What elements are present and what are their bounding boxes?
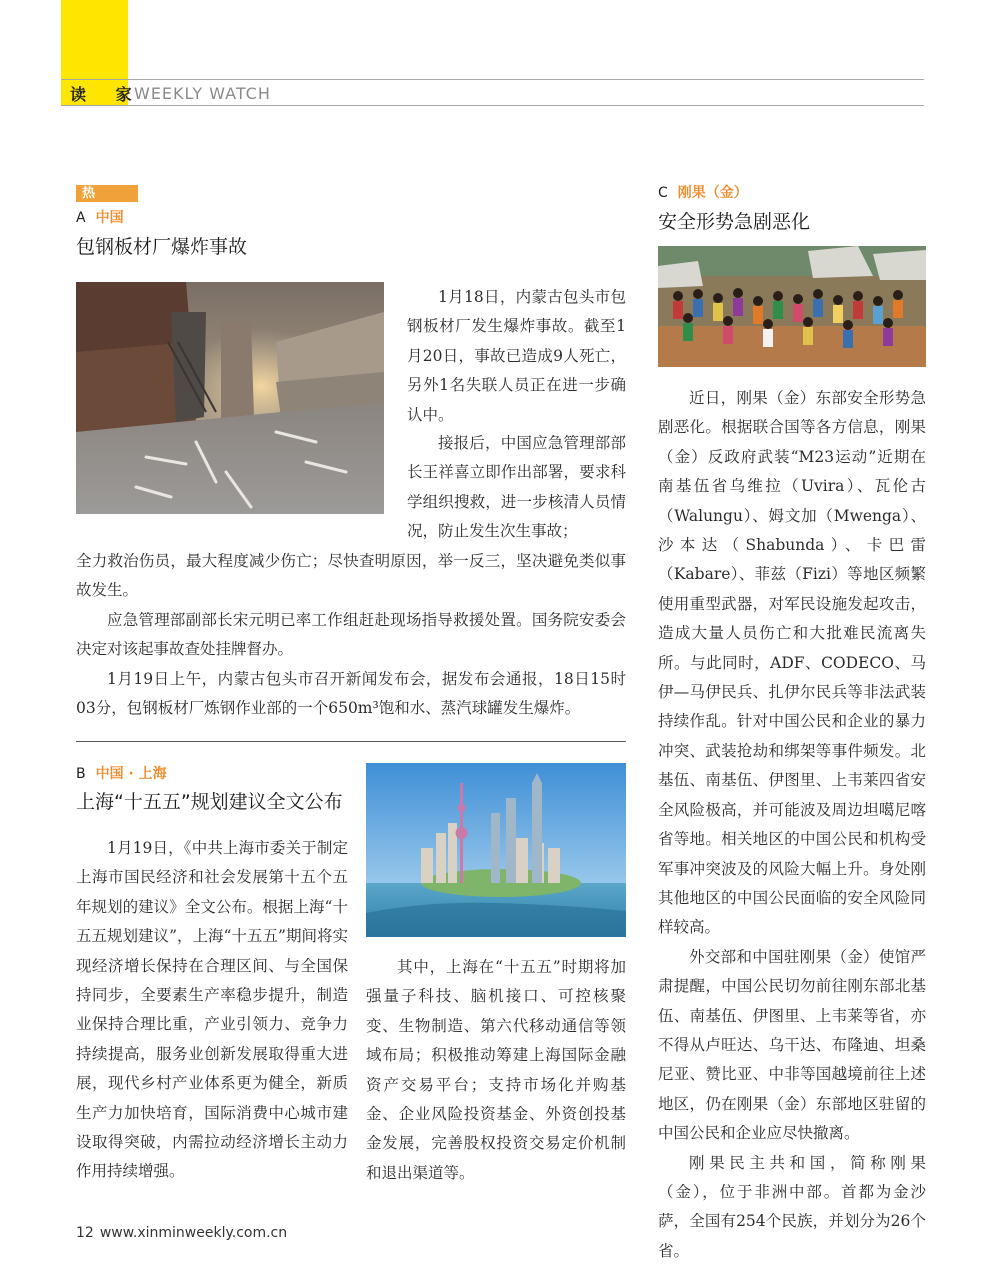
article-c-body: [658, 384, 926, 1266]
article-c-region: 刚果（金）: [677, 185, 748, 201]
article-a-title: 包钢板材厂爆炸事故: [76, 236, 248, 258]
article-a-region: 中国: [95, 210, 124, 226]
article-c-label: [658, 184, 748, 202]
article-b-column-2: [366, 953, 626, 1188]
article-c-title: 安全形势急剧恶化: [658, 211, 811, 233]
article-b-label: [76, 765, 167, 783]
article-a-paragraph-1: 1月18日，内蒙古包头市包钢板材厂发生爆炸事故。截至1月20日，事故已造成9人死亡，另外1名失联人员正在进一步确认中。: [407, 288, 626, 424]
refugee-camp-photo: [658, 246, 926, 367]
article-c-paragraph-1: 近日，刚果（金）东部安全形势急剧恶化。根据联合国等各方信息，刚果（金）反政府武装“M23运动”近期在南基伍省乌维拉（Uvira）、瓦伦古（Walungu）、姆文加（Mwenga）、沙本达（Shabunda）、卡巴雷（Kabare）、菲兹（Fizi）等地区频繁使用重型武器，对军民设施发起攻击，造成大量人员伤亡和大批难民流离失所。与此同时，ADF、CODECO、马伊—马伊民兵、扎伊尔民兵等非法武装持续作乱。针对中国公民和企业的暴力冲突、武装抢劫和绑架等事件频发。北基伍、南基伍、伊图里、上韦莱四省安全风险极高，并可能波及周边坦噶尼喀省等地。相关地区的中国公民和机构受军事冲突波及的风险大幅上升。身处刚其他地区的中国公民面临的安全风险同样较高。: [658, 389, 926, 937]
article-a-label: [76, 209, 124, 227]
shanghai-skyline-photo: [366, 763, 626, 937]
article-c-paragraph-2: 外交部和中国驻刚果（金）使馆严肃提醒，中国公民切勿前往刚东部北基伍、南基伍、伊图里、上韦莱等省，亦不得从卢旺达、乌干达、布隆迪、坦桑尼亚、赞比亚、中非等国越境前往上述地区，仍在刚果（金）东部地区驻留的中国公民和企业应尽快撤离。: [658, 947, 926, 1143]
article-b-title: 上海“十五五”规划建议全文公布: [76, 791, 343, 813]
explosion-site-photo: [76, 282, 384, 514]
article-a-paragraph-4: 1月19日上午，内蒙古包头市召开新闻发布会，据发布会通报，18日15时03分，包钢板材厂炼钢作业部的一个650m³饱和水、蒸汽球罐发生爆炸。: [76, 669, 626, 718]
article-c-paragraph-3: 刚果民主共和国，简称刚果（金），位于非洲中部。首都为金沙萨，全国有254个民族，并划分为26个省。: [658, 1153, 926, 1260]
article-a-paragraph-1-wrap: [407, 283, 626, 430]
article-a-paragraph-3: 应急管理部副部长宋元明已率工作组赶赴现场指导救援处置。国务院安委会决定对该起事故查处挂牌督办。: [76, 610, 626, 659]
article-b-region: 中国 · 上海: [95, 766, 167, 782]
article-b-letter: B: [76, 766, 86, 782]
article-a-body-lower: 全力救治伤员，最大程度减少伤亡；尽快查明原因，举一反三，坚决避免类似事故发生。 应急管理部副部长宋元明已率工作组赶赴现场指导救援处置。国务院安委会决定对该起事故查处挂牌督办。 1月19日上午，内蒙古包头市召开新闻发布会，据发布会通报，18日15时03分，包钢板材厂炼钢作业部的一个650m³饱和水、蒸汽球罐发生爆炸。: [76, 547, 626, 723]
header-rule-top: [61, 79, 924, 80]
article-b-column-1: [76, 834, 348, 1187]
hot-topic-tag: 热 点: [76, 185, 138, 202]
header-rule-bottom: [61, 105, 924, 106]
column-brand: 读 家: [70, 85, 144, 104]
page-number: 12: [76, 1225, 94, 1241]
section-divider: [76, 741, 626, 742]
article-c-letter: C: [658, 185, 668, 201]
page-footer: [76, 1225, 287, 1241]
website-url[interactable]: www.xinminweekly.com.cn: [99, 1225, 288, 1241]
column-section-name: WEEKLY WATCH: [134, 84, 271, 103]
article-b-paragraph-2: 其中，上海在“十五五”时期将加强量子科技、脑机接口、可控核聚变、生物制造、第六代移动通信等领域布局；积极推动筹建上海国际金融资产交易平台；支持市场化并购基金、企业风险投资基金、外资创投基金发展，完善股权投资交易定价机制和退出渠道等。: [366, 958, 626, 1182]
article-a-paragraph-2-upper: 接报后，中国应急管理部部长王祥喜立即作出部署，要求科学组织搜救，进一步核清人员情况，防止发生次生事故；: [407, 434, 626, 541]
article-a-letter: A: [76, 210, 86, 226]
article-b-paragraph-1: 1月19日，《中共上海市委关于制定上海市国民经济和社会发展第十五个五年规划的建议》全文公布。根据上海“十五五规划建议”，上海“十五五”期间将实现经济增长保持在合理区间、与全国保持同步，全要素生产率稳步提升，制造业保持合理比重，产业引领力、竞争力持续提高，服务业创新发展取得重大进展，现代乡村产业体系更为健全，新质生产力加快培育，国际消费中心城市建设取得突破，内需拉动经济增长主动力作用持续增强。: [76, 839, 348, 1181]
